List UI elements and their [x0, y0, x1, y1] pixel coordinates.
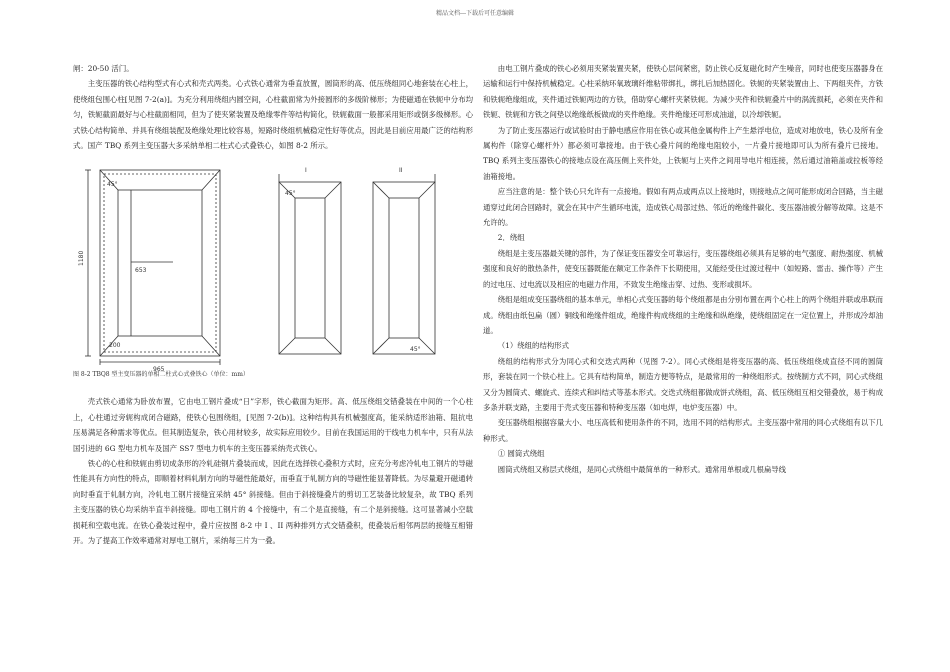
paragraph: 主变压器的铁心结构型式有心式和壳式两类。心式铁心通常为垂直放置，圆筒形的高、低压绕组同心地套装在心柱上，使绕组包围心柱[见图 7-2(a)]。为充分利用绕组内圆空间，心柱截面常为外接圆形的多级阶梯形；为使磁通在铁轭中分布均匀，铁轭截面最好与心柱截面相同，但为了使夹紧装置及绝缘零件等结构简化，铁轭截面一般都采用矩形或倒多级梯形。心式铁心结构简单、并具有绕组装配及绝缘处理比较容易，短路时绕组机械稳定性好等优点，因此是目前应用最广泛的结构形式。国产 TBQ 系列主变压器大多采纳单相二柱式心式叠铁心，如图 8-2 所示。	[73, 79, 473, 151]
dim-width: 965	[153, 366, 165, 374]
left-column	[73, 61, 473, 549]
angle-label: 45°	[410, 346, 421, 354]
page-header: 精品文档---下载后可任意编辑	[435, 10, 515, 17]
section-heading: 2．绕组	[497, 233, 525, 243]
paragraph: 变压器绕组根据容量大小、电压高低和使用条件的不同，选用不同的结构形式。主变压器中常用的同心式绕组有以下几种形式。	[483, 418, 883, 443]
lamination-arrangement-1	[279, 182, 341, 354]
paragraph: 绕组是组成变压器绕组的基本单元，单相心式变压器的每个绕组都是由分别布置在两个心柱上的两个绕组并联或串联而成。绕组由纸包扁（圆）铜线和绝缘件组成，绝缘件构成绕组的主绝缘和纵绝缘，使绕组固定在一定位置上，并形成冷却油道。	[483, 295, 883, 335]
paragraph: 壳式铁心通常为卧放布置，它由电工钢片叠成“日”字形，铁心截面为矩形。高、低压绕组交错叠装在中间的一个心柱上，心柱通过旁轭构成闭合磁路，使铁心包围绕组，[见图 7-2(b)]。这种结构具有机械强度高，能采纳适形油箱、阻抗电压易满足各种需求等优点。但其制造复杂，铁心用材较多，故实际应用较少。目前在我国运用的干线电力机车中，只有从法国引进的 6G 型电力机车及国产 SS7 型电力机车的主变压器采纳壳式铁心。	[73, 397, 473, 453]
subsection-heading: （1）绕组的结构形式	[497, 341, 570, 351]
angle-label: 45°	[107, 181, 118, 189]
paragraph: 由电工钢片叠成的铁心必须用夹紧装置夹紧，使铁心层间紧密，防止铁心反复磁化时产生噪音，同时也使变压器器身在运输和运行中保持机械稳定。心柱采纳环氧玻璃纤维粘带绑扎，绑扎后加热固化。铁轭的夹紧装置由上、下两组夹件，方铁和铁轭绝缘组成，夹件通过铁轭两边的方铁，借助穿心螺杆夹紧铁轭。为减少夹件和铁轭叠片中的涡流损耗，必须在夹件和铁轭、铁轭和方铁之间垫以绝缘纸板做成的夹件绝缘。夹件绝缘还可形成油道，以冷却铁轭。	[483, 64, 883, 120]
figure-8-2	[73, 162, 473, 394]
dim-bottom: 200	[109, 342, 121, 350]
arrangement-label-2: II	[399, 167, 403, 175]
angle-label: 45°	[285, 190, 296, 198]
paragraph: 圆筒式绕组又称层式绕组，是同心式绕组中最简单的一种形式。通常用单根或几根扁导线	[497, 464, 787, 474]
paragraph: 铁心的心柱和铁轭由剪切成条形的冷轧硅钢片叠装而成，因此在选择铁心叠积方式时，应充分考虑冷轧电工钢片的导磁性能具有方向性的特点，即顺着材料轧制方向的导磁性能最好，而垂直于轧制方向的导磁性能显著降低。为尽量避开磁通转向时垂直于轧制方向，冷轧电工钢片接缝宜采纳 45° 斜接缝。但由于斜接缝叠片的剪切工艺装备比较复杂，故 TBQ 系列主变压器的铁心均采纳半直半斜接缝。即电工钢片的 4 个接缝中，有二个是直接缝，有二个是斜接缝。这可显著减小空载损耗和空载电流。在铁心叠装过程中，叠片应按图 8-2 中 I 、II 两种排列方式交错叠积，使叠装后相邻两层的接缝互相错开。为了提高工作效率通常对厚电工钢片，采纳每三片为一叠。	[73, 459, 473, 546]
lamination-arrangement-2	[373, 182, 435, 354]
core-drawing	[73, 162, 473, 394]
paragraph: 为了防止变压器运行或试验时由于静电感应作用在铁心或其他金属构件上产生悬浮电位，造成对地放电，铁心及所有金属构件（除穿心螺杆外）都必须可靠接地。由于铁心叠片间的绝缘电阻较小，一片叠片接地即可认为所有叠片已接地。TBQ 系列主变压器铁心的接地点设在高压侧上夹件处，上铁轭与上夹件之间用导电片相连接，然后通过油箱盖或拉板等经油箱接地。	[483, 125, 883, 181]
paragraph: 闸：20-50 活门。	[73, 64, 134, 73]
figure-caption: 图 8-2 TBQ8 型主变压器的单相二柱式心式叠铁心（单位：mm）	[73, 371, 249, 379]
arrangement-label-1: I	[305, 167, 307, 175]
paragraph: 应当注意的是：整个铁心只允许有一点接地。假如有两点或两点以上接地时，则接地点之间可能形成闭合回路，当主磁通穿过此闭合回路时，就会在其中产生循环电流，造成铁心局部过热、邻近的绝缘件碳化、变压器油被分解等故障。这是不允许的。	[483, 187, 883, 228]
paragraph: 绕组的结构形式分为同心式和交迭式两种（见图 7-2）。同心式绕组是将变压器的高、低压绕组绕成直径不同的圆筒形，套装在同一个铁心柱上。它具有结构简单，制造方便等特点，是最常用的一种绕组形式。按绕制方式不同，同心式绕组又分为圆筒式、螺旋式、连续式和纠结式等基本形式。交迭式绕组都做成饼式绕组，高、低压绕组互相交错叠放，易于构成多条并联支路，主要用于壳式变压器和特种变压器（如电焊，电炉变压器）中。	[483, 356, 883, 412]
subsection-heading: ① 圆筒式绕组	[497, 449, 545, 459]
dim-height: 1180	[78, 251, 85, 267]
right-column	[483, 61, 883, 477]
dim-inner: 653	[135, 267, 147, 275]
paragraph: 绕组是主变压器最关键的部件，为了保证变压器安全可靠运行，变压器绕组必须具有足够的电气强度、耐热强度、机械强度和良好的散热条件，使变压器既能在额定工作条件下长期使用，又能经受住过渡过程中（如短路、雷击、操作等）产生的过电压、过电流以及相应的电磁力作用，不致发生绝缘击穿、过热、变形或损坏。	[483, 248, 883, 289]
